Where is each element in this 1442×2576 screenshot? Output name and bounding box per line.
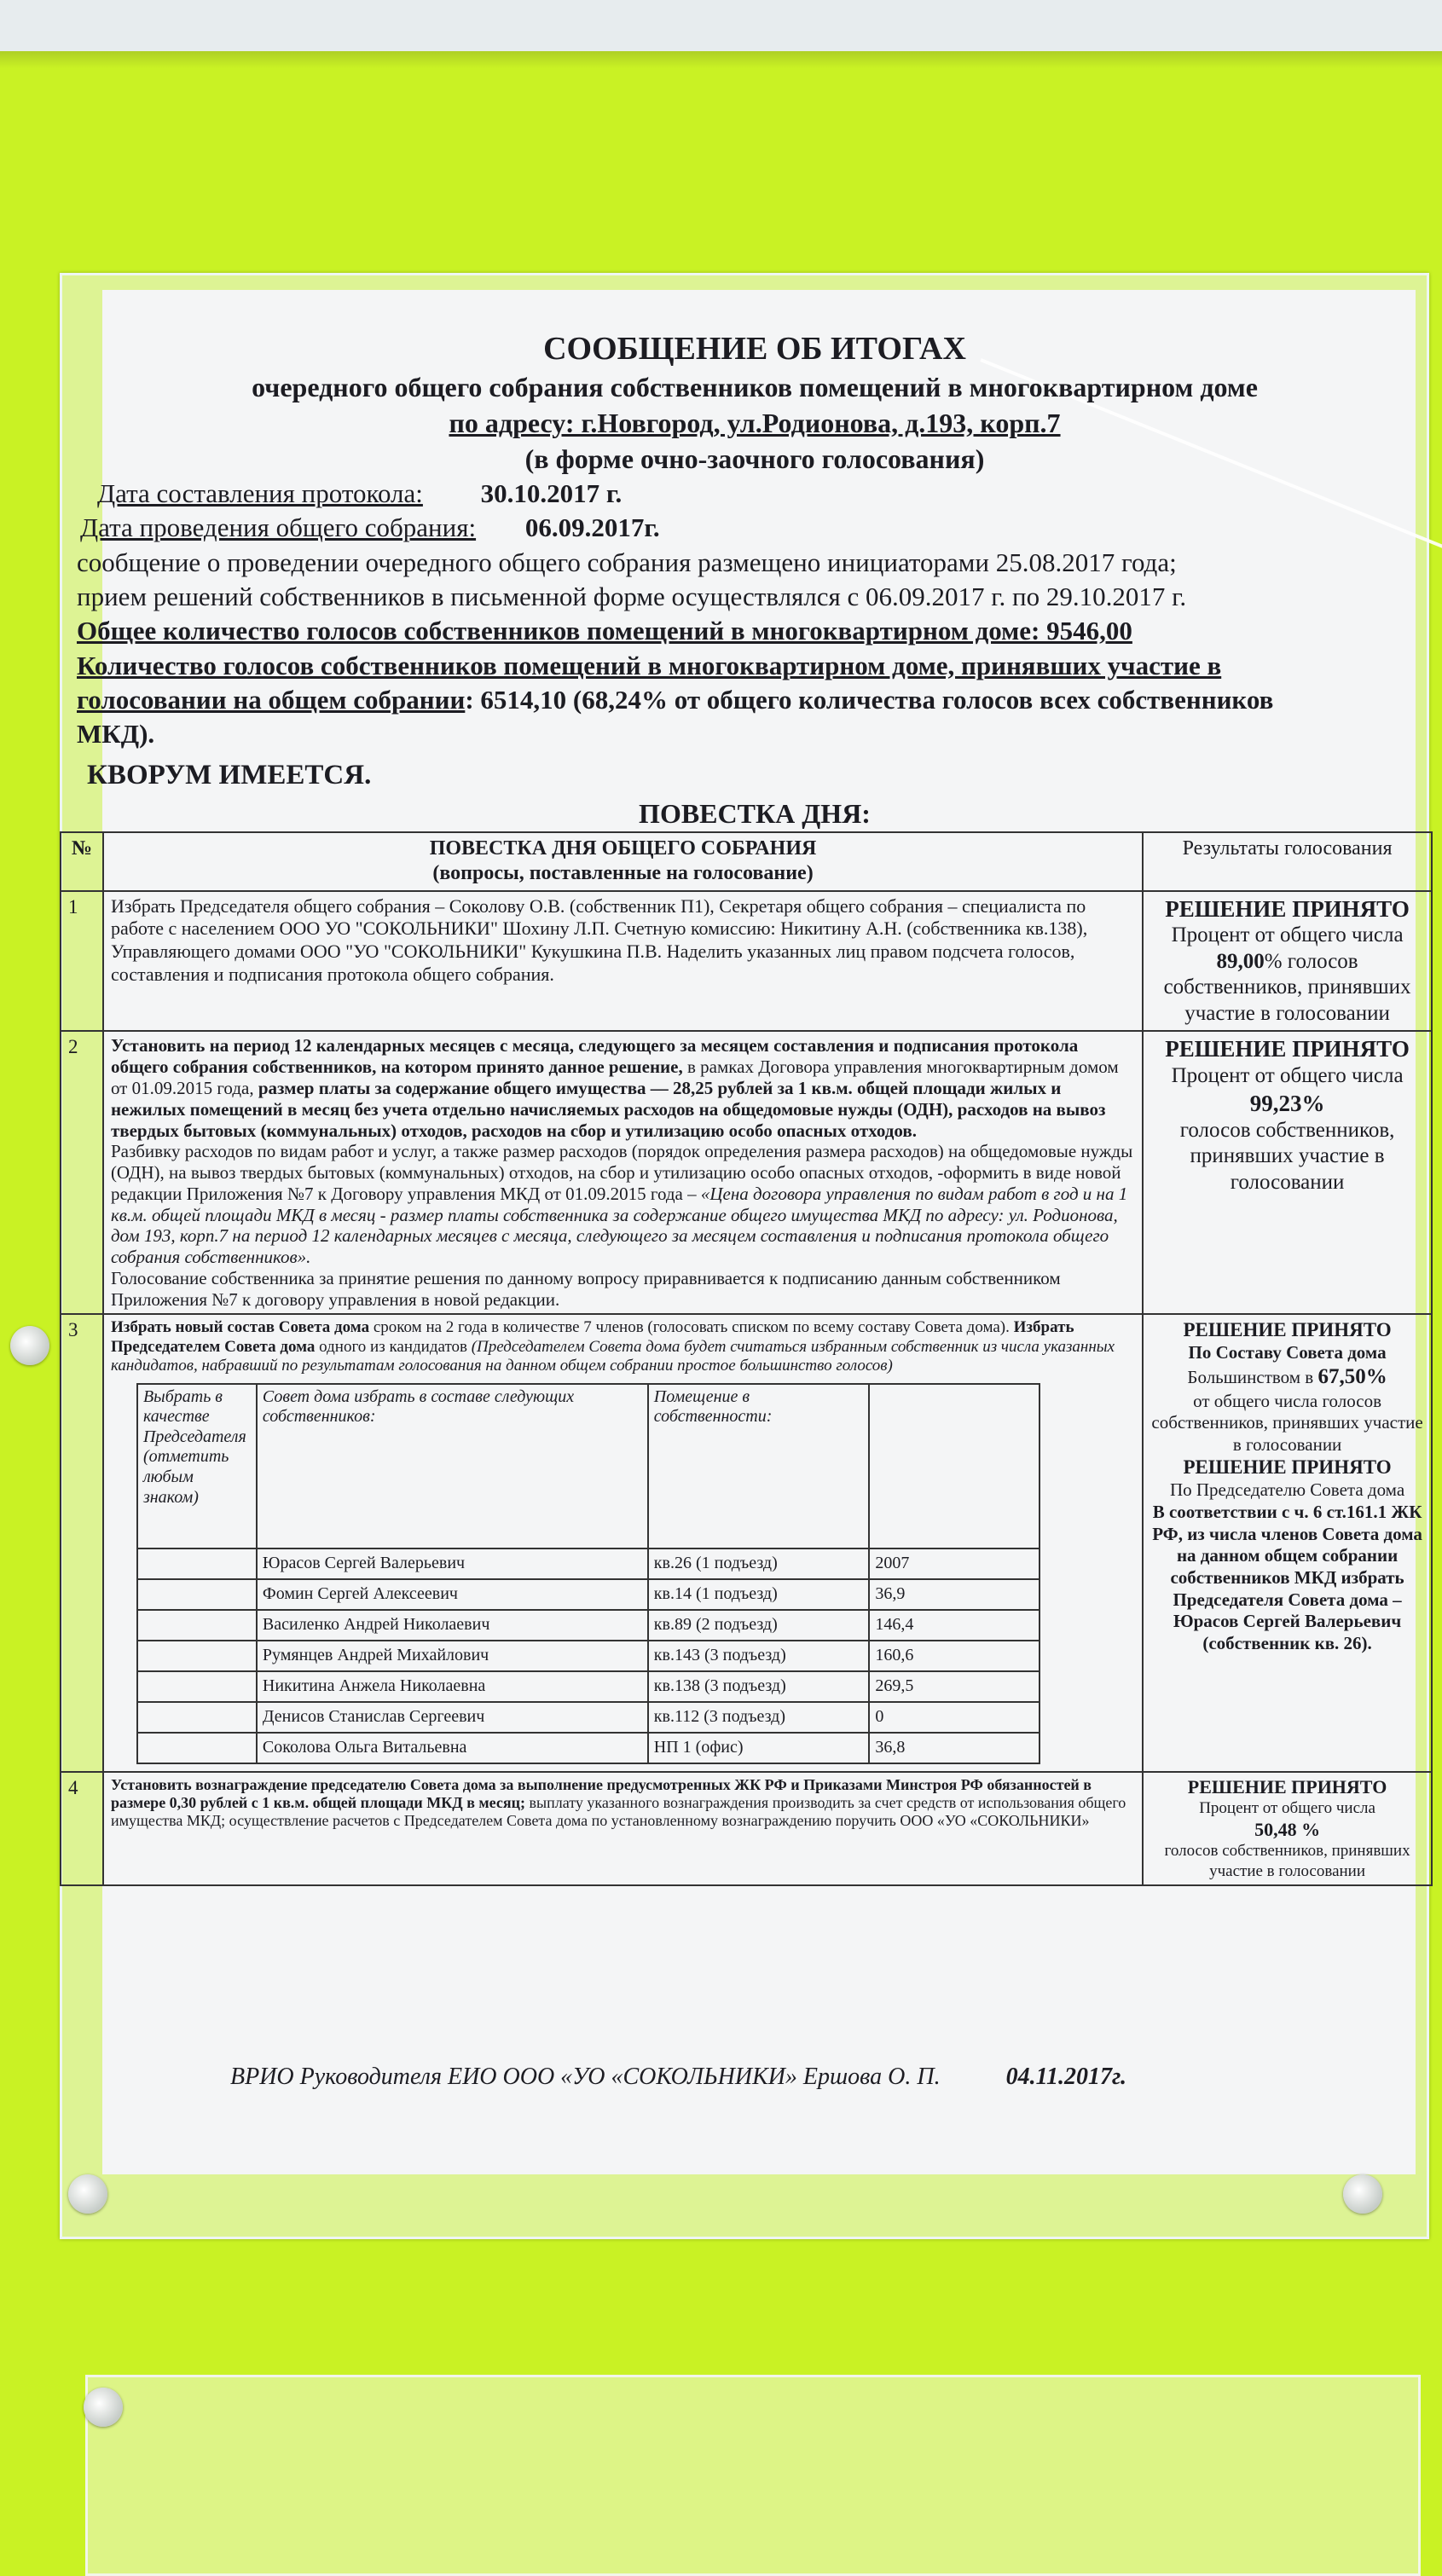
result-line: Большинством в bbox=[1187, 1367, 1314, 1388]
candidate-name: Юрасов Сергей Валерьевич bbox=[257, 1548, 648, 1579]
candidate-flat: кв.143 (3 подъезд) bbox=[648, 1641, 870, 1671]
result-line: По Составу Совета дома bbox=[1188, 1342, 1387, 1363]
info-line-2: прием решений собственников в письменной форме осуществлялся с 06.09.2017 г. по 29.10.2017 г. bbox=[77, 582, 1187, 612]
item-text-bold: размер платы за содержание общего имущества — 28,25 рублей за 1 кв.м. общей площади жилых и нежилых помещений в месяц без учета отдельно начисляемых расходов на общедомовые нужды (ОДН), расходов на вывоз твердых бытовых (коммунальных) отходов, расходов на сбор и утилизацию особо опасных отходов. bbox=[110, 1078, 1106, 1141]
candidate-area: 269,5 bbox=[869, 1671, 1040, 1702]
result-line: Процент от общего числа bbox=[1171, 1064, 1404, 1088]
candidate-name: Денисов Станислав Сергеевич bbox=[257, 1702, 648, 1733]
item-no: 2 bbox=[61, 1031, 103, 1314]
candidate-name: Соколова Ольга Витальевна bbox=[257, 1733, 648, 1763]
candidate-flat: кв.112 (3 подъезд) bbox=[648, 1702, 870, 1733]
pin bbox=[1343, 2174, 1382, 2214]
notice-title: СООБЩЕНИЕ ОБ ИТОГАХ bbox=[543, 331, 966, 367]
candidates-header bbox=[137, 1384, 1040, 1548]
result-line: голосов собственников, принявших участие в голосовании bbox=[1179, 1118, 1395, 1194]
participated-votes-cont bbox=[77, 683, 1433, 717]
item-text bbox=[103, 1772, 1143, 1885]
pin bbox=[10, 1326, 49, 1365]
result-line: голосов собственников, принявших участие в голосовании bbox=[1164, 1842, 1410, 1880]
board-top-frame bbox=[0, 0, 1442, 56]
agenda-row bbox=[61, 1031, 1432, 1314]
candidate-area: 146,4 bbox=[869, 1610, 1040, 1641]
item-result bbox=[1143, 1314, 1432, 1771]
item-text-part: выплату указанного вознаграждения производить за счет средств от использования общего имущества МКД; осуществление расчетов с Председателем Совета дома по установленному вознаграждению поручить ООО «УО «СОКОЛЬНИКИ» bbox=[110, 1793, 1126, 1830]
item-no: 1 bbox=[61, 891, 103, 1032]
result-line: Процент от общего числа bbox=[1199, 1799, 1375, 1818]
candidates-table bbox=[136, 1383, 1040, 1764]
notice-form: (в форме очно-заочного голосования) bbox=[524, 443, 985, 474]
participated-value: : 6514,10 (68,24% от общего количества голосов всех собственников bbox=[465, 684, 1274, 715]
item-text-bold: Установить на период 12 календарных месяцев с месяца, следующего за месяцем составления и подписания протокола общего собрания собственников, на котором принято данное решение, bbox=[110, 1035, 1079, 1078]
hdr-premises: Помещение в собственности: bbox=[648, 1384, 870, 1548]
choose-cell[interactable] bbox=[137, 1548, 257, 1579]
result-head: РЕШЕНИЕ ПРИНЯТО bbox=[1165, 1036, 1410, 1062]
candidate-area: 0 bbox=[869, 1702, 1040, 1733]
agenda-heading: ПОВЕСТКА ДНЯ: bbox=[639, 798, 871, 830]
item-text-part: Разбивку расходов по видам работ и услуг, а также размер расходов (порядок определения размера расходов) на общедомовые нужды (ОДН), на вывоз твердых бытовых (коммунальных) отходов, на сбор и утилизацию особо опасных отходов, -оформить в виде новой редакции Приложения №7 к Договору управления МКД от 01.09.2015 года – bbox=[110, 1141, 1133, 1204]
result-pct: 50,48 % bbox=[1254, 1818, 1321, 1840]
candidate-row bbox=[137, 1579, 1040, 1610]
candidate-name: Румянцев Андрей Михайлович bbox=[257, 1641, 648, 1671]
meeting-date: 06.09.2017г. bbox=[524, 512, 660, 543]
item-text-bold: Избрать Председателем Совета дома bbox=[110, 1318, 1074, 1356]
total-votes: Общее количество голосов собственников помещений в многоквартирном доме: 9546,00 bbox=[77, 616, 1132, 646]
item-result bbox=[1143, 891, 1432, 1032]
candidate-row bbox=[137, 1641, 1040, 1671]
participated-tail: МКД). bbox=[77, 719, 155, 750]
notice-address: по адресу: г.Новгород, ул.Родионова, д.193, корп.7 bbox=[449, 407, 1061, 438]
item-result bbox=[1143, 1031, 1432, 1314]
result-pct: 67,50% bbox=[1317, 1365, 1387, 1389]
candidate-row bbox=[137, 1610, 1040, 1641]
choose-cell[interactable] bbox=[137, 1579, 257, 1610]
result-line: от общего числа голосов собственников, принявших участие в голосовании bbox=[1151, 1390, 1423, 1455]
result-head: РЕШЕНИЕ ПРИНЯТО bbox=[1187, 1775, 1387, 1797]
candidate-name: Никитина Анжела Николаевна bbox=[257, 1671, 648, 1702]
item-text-part: Голосование собственника за принятие решения по данному вопросу приравнивается к подписанию данным собственником Приложения №7 к договору управления в новой редакции. bbox=[110, 1267, 1061, 1310]
quorum: КВОРУМ ИМЕЕТСЯ. bbox=[87, 759, 372, 790]
item-text bbox=[103, 1031, 1143, 1314]
candidate-area: 2007 bbox=[869, 1548, 1040, 1579]
signature bbox=[230, 2064, 1126, 2091]
pin bbox=[84, 2388, 123, 2427]
candidate-flat: кв.138 (3 подъезд) bbox=[648, 1671, 870, 1702]
agenda-table bbox=[60, 831, 1433, 1886]
item-text: Избрать Председателя общего собрания – Соколову О.В. (собственник П1), Секретаря общего собрания – специалиста по работе с населением ООО УО "СОКОЛЬНИКИ" Шохину Л.П. Счетную комиссию: Никитину А.Н. (собственника кв.138), Управляющего домами ООО "УО "СОКОЛЬНИКИ" Кукушкина П.В. Наделить указанных лиц правом подсчета голосов, составления и подписания протокола общего собрания. bbox=[103, 891, 1143, 1032]
signature-text: ВРИО Руководителя ЕИО ООО «УО «СОКОЛЬНИКИ» Ершова О. П. bbox=[230, 2064, 941, 2090]
result-line: % голосов собственников, принявших участие в голосовании bbox=[1163, 949, 1411, 1025]
candidate-flat: кв.14 (1 подъезд) bbox=[648, 1579, 870, 1610]
choose-cell[interactable] bbox=[137, 1671, 257, 1702]
candidate-row bbox=[137, 1671, 1040, 1702]
agenda-row bbox=[61, 1314, 1432, 1771]
candidate-flat: кв.89 (2 подъезд) bbox=[648, 1610, 870, 1641]
item-text-italic: «Цена договора управления по видам работ в год и на 1 кв.м. общей площади МКД в месяц - размер платы собственника за содержание общего имущества МКД по адресу: ул. Родионова, дом 193, корп.7 на период 12 календарных месяцев с месяца, следующего за месяцем составления и подписания протокола общего собрания собственников». bbox=[110, 1183, 1128, 1268]
candidate-area: 160,6 bbox=[869, 1641, 1040, 1671]
notice-subtitle: очередного общего собрания собственников помещений в многоквартирном доме bbox=[252, 372, 1258, 403]
choose-cell[interactable] bbox=[137, 1733, 257, 1763]
result-pct: 89,00 bbox=[1216, 949, 1265, 973]
notice-header bbox=[77, 328, 1433, 832]
candidate-row bbox=[137, 1733, 1040, 1763]
item-text-bold: Установить вознаграждение председателю Совета дома за выполнение предусмотренных ЖК РФ и Приказами Минстроя РФ обязанностей в размере 0,30 рублей с 1 кв.м. общей площади МКД в месяц; bbox=[110, 1775, 1092, 1811]
choose-cell[interactable] bbox=[137, 1702, 257, 1733]
result-head: РЕШЕНИЕ ПРИНЯТО bbox=[1183, 1319, 1392, 1341]
agenda-row bbox=[61, 1772, 1432, 1885]
candidate-flat: НП 1 (офис) bbox=[648, 1733, 870, 1763]
signature-date: 04.11.2017г. bbox=[1005, 2064, 1126, 2090]
board-edge bbox=[0, 51, 1442, 68]
agenda-row bbox=[61, 891, 1432, 1032]
result-line: Процент от общего числа bbox=[1171, 923, 1404, 947]
col-agenda bbox=[103, 832, 1143, 891]
col-results: Результаты голосования bbox=[1143, 832, 1432, 891]
item-text-part: в рамках Договора управления многоквартирным домом от 01.09.2015 года, bbox=[110, 1056, 1119, 1098]
choose-cell[interactable] bbox=[137, 1641, 257, 1671]
choose-cell[interactable] bbox=[137, 1610, 257, 1641]
meeting-date-label: Дата проведения общего собрания: bbox=[80, 512, 477, 543]
hdr-area bbox=[869, 1384, 1040, 1548]
item-no: 3 bbox=[61, 1314, 103, 1771]
item-text-italic: (Председателем Совета дома будет считаться избранным собственник из числа указанных кандидатов, набравший по результатам голосования на данном общем собрании простое большинство голосов) bbox=[110, 1337, 1115, 1375]
candidate-name: Фомин Сергей Алексеевич bbox=[257, 1579, 648, 1610]
item-text-part: сроком на 2 года в количестве 7 членов (голосовать списком по всему составу Совета дома). bbox=[369, 1318, 1014, 1337]
participated-label: голосовании на общем собрании bbox=[77, 684, 466, 715]
lower-pocket bbox=[85, 2375, 1421, 2576]
col-agenda-sub: (вопросы, поставленные на голосование) bbox=[432, 862, 814, 885]
pin bbox=[68, 2174, 107, 2214]
protocol-date-row bbox=[77, 477, 1433, 511]
meeting-date-row bbox=[77, 511, 1433, 545]
candidate-area: 36,9 bbox=[869, 1579, 1040, 1610]
info-line-1: сообщение о проведении очередного общего собрания размещено инициаторами 25.08.2017 года; bbox=[77, 547, 1177, 577]
hdr-council: Совет дома избрать в составе следующих собственников: bbox=[257, 1384, 648, 1548]
candidate-row bbox=[137, 1548, 1040, 1579]
candidate-flat: кв.26 (1 подъезд) bbox=[648, 1548, 870, 1579]
protocol-date: 30.10.2017 г. bbox=[480, 478, 623, 509]
hdr-choose: Выбрать в качестве Председателя (отметить любым знаком) bbox=[137, 1384, 257, 1548]
result-line: В соответствии с ч. 6 ст.161.1 ЖК РФ, из числа членов Совета дома на данном общем собрании собственников МКД избрать Председателя Совета дома – Юрасов Сергей Валерьевич (собственник кв. 26). bbox=[1152, 1502, 1422, 1653]
item-text-part: одного из кандидатов bbox=[315, 1337, 472, 1356]
col-agenda-title: ПОВЕСТКА ДНЯ ОБЩЕГО СОБРАНИЯ bbox=[429, 837, 817, 860]
candidate-area: 36,8 bbox=[869, 1733, 1040, 1763]
agenda-header-row bbox=[61, 832, 1432, 891]
result-head: РЕШЕНИЕ ПРИНЯТО bbox=[1183, 1456, 1392, 1479]
item-result bbox=[1143, 1772, 1432, 1885]
col-no: № bbox=[61, 832, 103, 891]
item-text bbox=[103, 1314, 1143, 1771]
item-no: 4 bbox=[61, 1772, 103, 1885]
candidate-name: Василенко Андрей Николаевич bbox=[257, 1610, 648, 1641]
result-pct: 99,23% bbox=[1249, 1090, 1325, 1116]
item-text-bold: Избрать новый состав Совета дома bbox=[110, 1318, 370, 1337]
result-head: РЕШЕНИЕ ПРИНЯТО bbox=[1165, 895, 1410, 922]
protocol-date-label: Дата составления протокола: bbox=[97, 478, 423, 509]
candidate-row bbox=[137, 1702, 1040, 1733]
participated-votes: Количество голосов собственников помещений в многоквартирном доме, принявших участие в bbox=[77, 650, 1222, 680]
result-line: По Председателю Совета дома bbox=[1169, 1479, 1405, 1501]
